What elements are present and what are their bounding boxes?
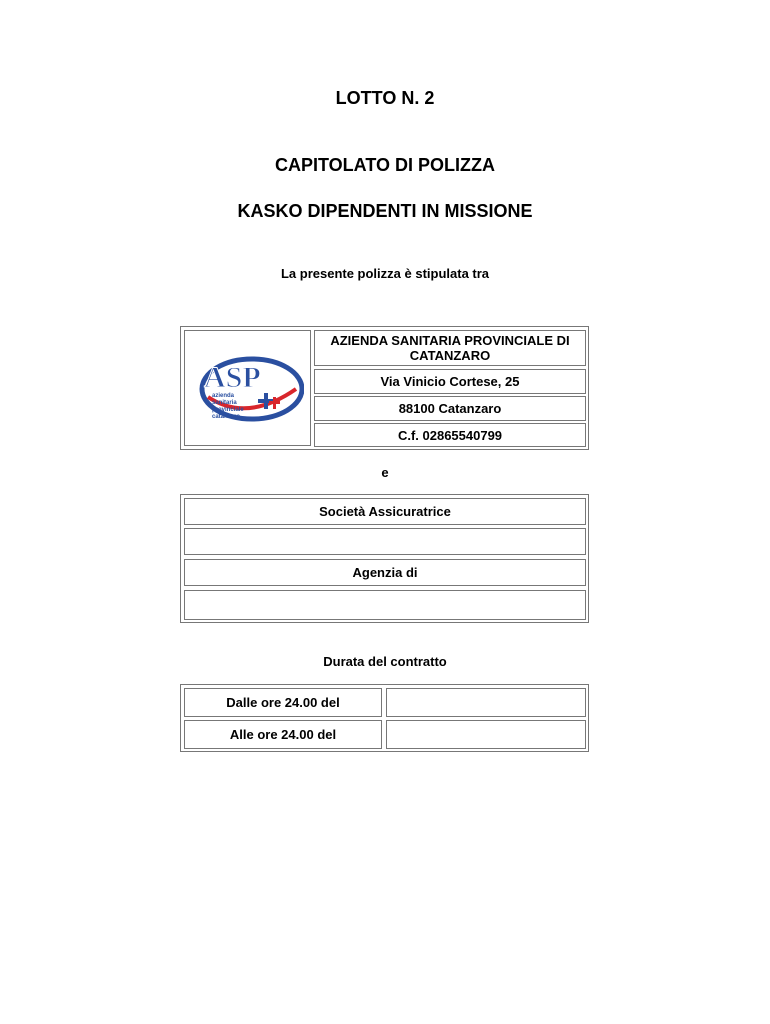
svg-text:provinciale: provinciale [211,407,244,413]
contraente-table [180,326,589,450]
alle-label: Alle ore 24.00 del [184,720,382,749]
contraente-address: Via Vinicio Cortese, 25 [314,369,586,394]
contraente-city: 88100 Catanzaro [314,396,586,421]
lotto-heading: LOTTO N. 2 [335,88,435,108]
document-subtitle: KASKO DIPENDENTI IN MISSIONE [237,201,533,221]
intro-text: La presente polizza è stipulata tra [280,266,490,281]
svg-text:sanitaria: sanitaria [211,400,237,406]
durata-title: Durata del contratto [323,654,447,669]
societa-label: Società Assicuratrice [184,498,586,525]
separator-text: e [381,465,389,480]
svg-text:ASP: ASP [203,361,261,394]
dalle-value-field[interactable] [386,688,586,717]
agenzia-value-field[interactable] [184,590,586,620]
contraente-name: AZIENDA SANITARIA PROVINCIALE DI CATANZARO [314,330,586,366]
agenzia-label: Agenzia di [184,559,586,586]
asp-logo [192,353,304,423]
dalle-label: Dalle ore 24.00 del [184,688,382,717]
logo-cell [184,330,311,446]
assicuratore-table [180,494,589,623]
societa-value-field[interactable] [184,528,586,555]
durata-table [180,684,589,752]
svg-text:catanzaro: catanzaro [211,414,240,420]
alle-value-field[interactable] [386,720,586,749]
document-title: CAPITOLATO DI POLIZZA [275,155,495,175]
contraente-cf: C.f. 02865540799 [314,423,586,447]
svg-text:azienda: azienda [211,393,234,399]
